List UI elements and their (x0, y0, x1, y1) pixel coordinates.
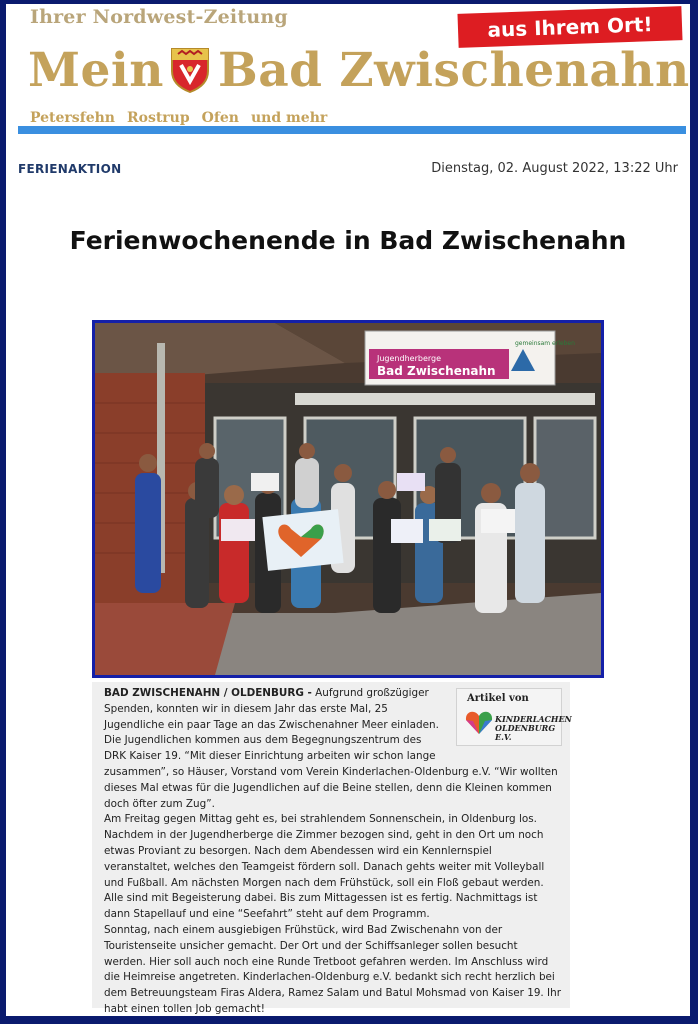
article-line: doch öfter zum Zug”. (104, 797, 215, 810)
coat-of-arms-icon (170, 47, 210, 93)
article-date: Dienstag, 02. August 2022, 13:22 Uhr (431, 161, 678, 176)
article-line: Touristenseite unsicher gemacht. Der Ort und der Schiffsanleger sollen besucht (104, 939, 518, 952)
local-badge[interactable]: aus Ihrem Ort! (457, 6, 682, 48)
article-line: Nachdem in der Jugendherberge die Zimmer bezogen sind, geht in den Ort um noch (104, 829, 544, 842)
masthead-title-left: Mein (28, 42, 164, 98)
article-line (104, 686, 440, 702)
article-line: Alle sind mit Begeisterung dabei. Bis zum Mittagessen ist es fertig. Nachmittags ist (104, 892, 538, 905)
article-photo[interactable] (92, 320, 604, 678)
article-intro (104, 686, 440, 765)
sponsor-box[interactable] (456, 688, 572, 746)
subnav-item[interactable]: Ofen (201, 110, 239, 126)
sign-line-1: Jugendherberge (377, 354, 442, 363)
article-line: habt einen tollen Job gemacht! (104, 1002, 265, 1015)
article-line: etwas Proviant zu besorgen. Nach dem Abendessen wird ein Kennlernspiel (104, 844, 492, 857)
article-line: dieses Mal etwas für die Jugendlichen auf die Beine stellen, denn die Kleinen kommen (104, 781, 552, 794)
article-line: Spenden, konnten wir in diesem Jahr das erste Mal, 25 (104, 702, 388, 715)
article-line-text: Aufgrund großzügiger (315, 687, 429, 699)
subnav-item[interactable]: Petersfehn (30, 110, 115, 126)
group-photo-illustration (95, 323, 601, 675)
article-line: Jugendliche ein paar Tage an das Zwischenahner Meer einladen. (104, 718, 439, 731)
article-dateline-place: BAD ZWISCHENAHN / OLDENBURG - (104, 687, 312, 699)
article-line: werden. Hier soll auch noch eine Runde Tretboot gefahren werden. Im Anschluss wird (104, 955, 549, 968)
masthead-title[interactable] (28, 40, 690, 100)
article-line: veranstaltet, welches den Teamgeist fördern soll. Danach gehts weiter mit Volleyball (104, 860, 545, 873)
sponsor-label: Artikel von (467, 693, 529, 704)
article-line: dem Betreuungsteam Firas Aldera, Ramez Salam und Batul Mohsmad von Kaiser 19. Ihr (104, 987, 561, 1000)
sponsor-brand-line1: KINDERLACHEN (495, 714, 572, 724)
article-line: und Fußball. Am nächsten Morgen nach dem Frühstück, soll ein Floß gebaut werden. (104, 876, 544, 889)
article-line: Am Freitag gegen Mittag geht es, bei strahlendem Sonnenschein, in Oldenburg los. (104, 813, 537, 826)
local-subnav (30, 110, 327, 126)
article-line: Sonntag, nach einem ausgiebigen Frühstück, wird Bad Zwischenahn von der (104, 923, 503, 936)
subnav-item[interactable]: Rostrup (126, 110, 190, 126)
article-line: die Heimreise angetreten. Kinderlachen-Oldenburg e.V. bedankt sich recht herzlich bei (104, 971, 555, 984)
sign-small: gemeinsam erleben (515, 340, 575, 347)
sponsor-brand-line2: OLDENBURG E.V. (495, 723, 556, 742)
article-line: dann Stapellauf und eine “Seefahrt” steht auf dem Programm. (104, 908, 430, 921)
article-line: DRK Kaiser 19. “Mit dieser Einrichtung arbeiten wir schon lange (104, 750, 436, 763)
page-frame (6, 4, 690, 1016)
heart-puzzle-icon (465, 709, 493, 735)
article-line: Die Jugendlichen kommen aus dem Begegnungszentrum des (104, 734, 422, 747)
article-line: zusammen”, so Häuser, Vorstand vom Verein Kinderlachen-Oldenburg e.V. “Wir wollten (104, 765, 558, 778)
article-kicker[interactable]: FERIENAKTION (18, 162, 122, 176)
newspaper-name: Ihrer Nordwest-Zeitung (30, 6, 288, 28)
masthead-title-right: Bad Zwischenahn (217, 42, 690, 98)
sponsor-brand (495, 715, 572, 742)
header-divider (18, 126, 686, 134)
subnav-item[interactable]: und mehr (250, 110, 328, 126)
article-headline: Ferienwochenende in Bad Zwischenahn (69, 226, 627, 255)
sign-line-2: Bad Zwischenahn (377, 364, 496, 378)
